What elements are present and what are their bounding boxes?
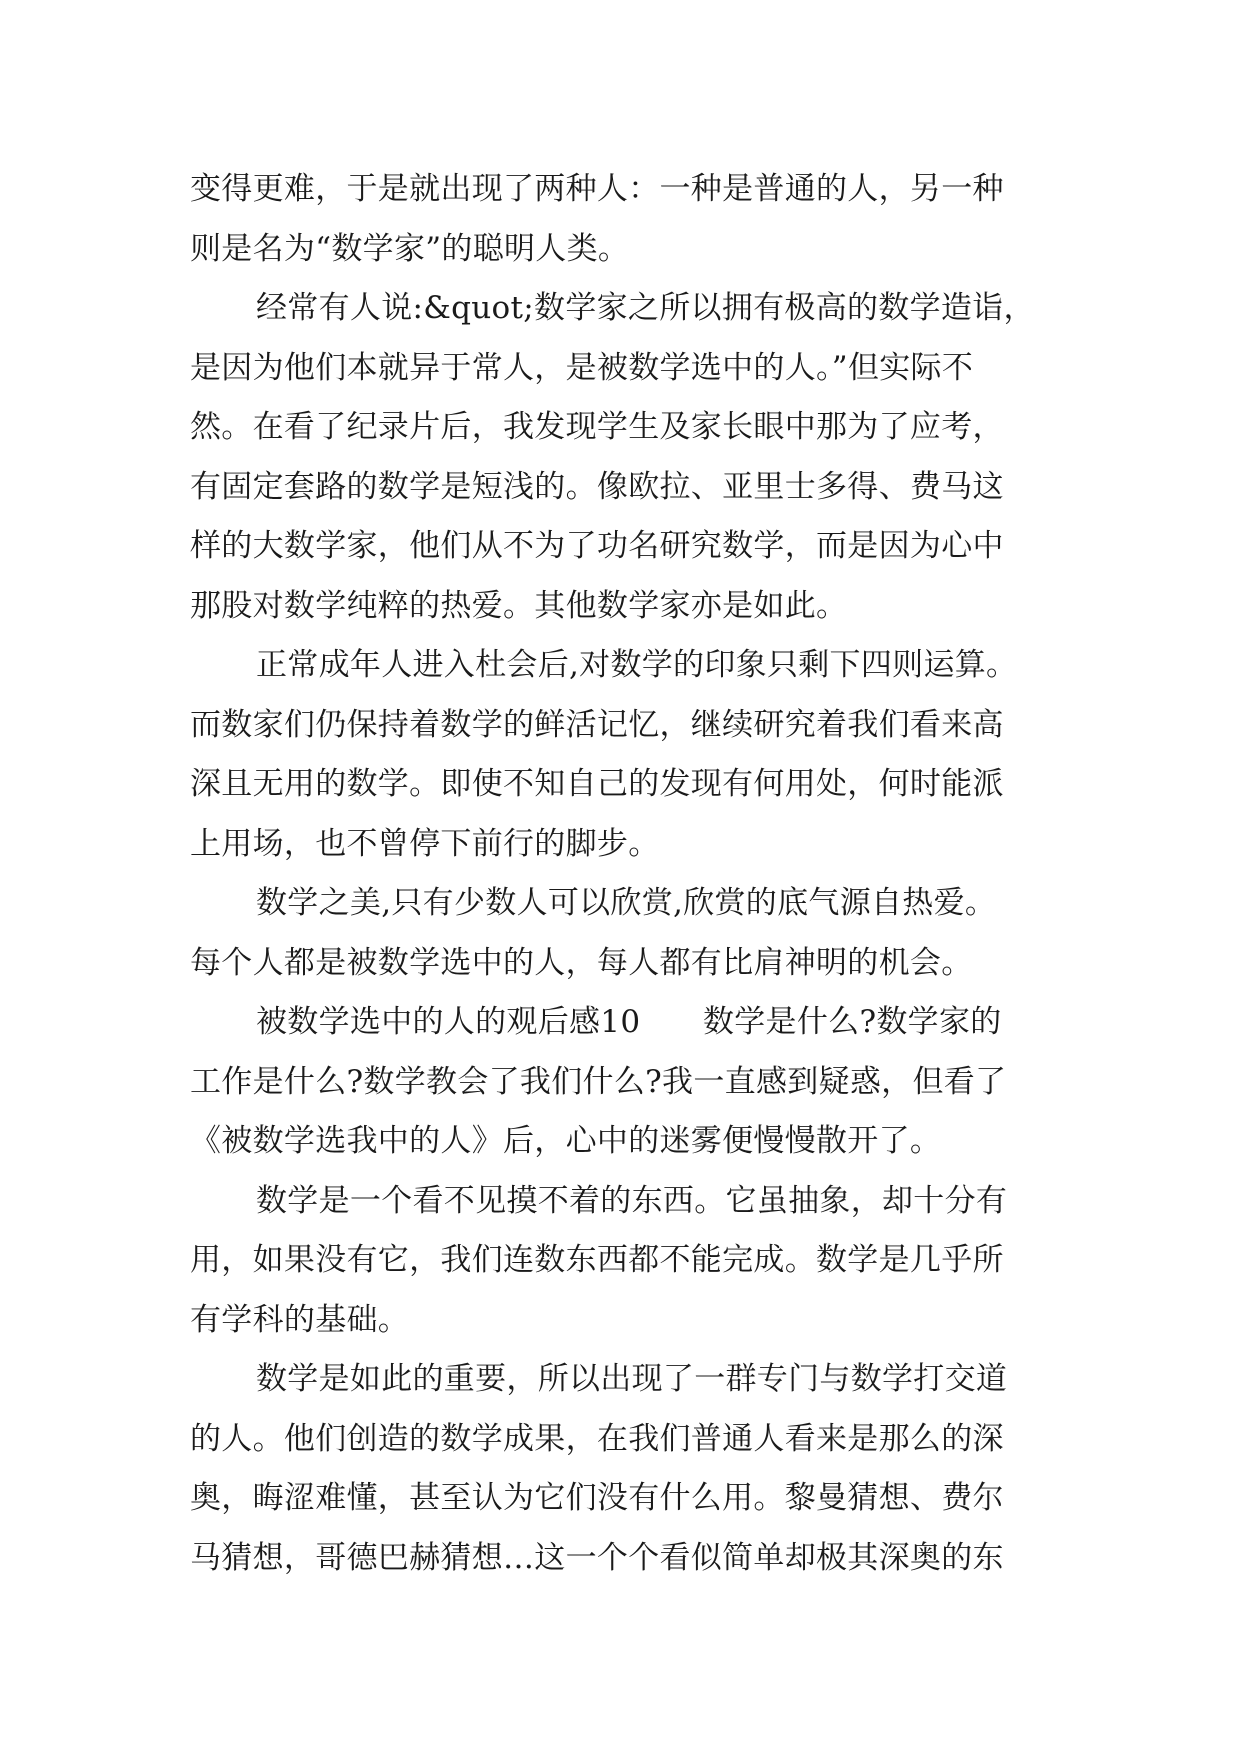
text-line: 那股对数学纯粹的热爱。其他数学家亦是如此。 (190, 587, 848, 624)
text-line: 数学是一个看不见摸不着的东西。它虽抽象，却十分有 (256, 1182, 1008, 1219)
text-line: 数学是如此的重要，所以出现了一群专门与数学打交道 (256, 1361, 1008, 1397)
text-line: 深且无用的数学。即使不知自己的发现有何用处，何时能派 (190, 766, 1004, 802)
text-line: 有固定套路的数学是短浅的。像欧拉、亚里士多得、费马这 (190, 468, 1004, 505)
text-line: 有学科的基础。 (190, 1301, 410, 1338)
text-line: 则是名为“数学家”的聪明人类。 (190, 230, 630, 267)
text-line: 经常有人说:&quot;数学家之所以拥有极高的数学造诣， (256, 290, 1035, 326)
text-line: 每个人都是被数学选中的人，每人都有比肩神明的机会。 (190, 944, 973, 981)
text-line: 是因为他们本就异于常人，是被数学选中的人。”但实际不 (190, 349, 974, 386)
text-line: 奥，晦涩难懂，甚至认为它们没有什么用。黎曼猜想、费尔 (190, 1480, 1004, 1516)
text-line: 上用场，也不曾停下前行的脚步。 (190, 825, 660, 862)
text-line: 用，如果没有它，我们连数东西都不能完成。数学是几乎所 (190, 1242, 1004, 1278)
text-line: 而数家们仍保持着数学的鲜活记忆，继续研究着我们看来高 (190, 706, 1004, 743)
text-line: 变得更难，于是就出现了两种人：一种是普通的人，另一种 (190, 171, 1004, 207)
text-line: 的人。他们创造的数学成果，在我们普通人看来是那么的深 (190, 1420, 1004, 1457)
text-line: 数学之美,只有少数人可以欣赏,欣赏的底气源自热爱。 (256, 885, 997, 921)
text-line: 工作是什么?数学教会了我们什么?我一直感到疑惑，但看了 (190, 1063, 1007, 1100)
text-line: 然。在看了纪录片后，我发现学生及家长眼中那为了应考， (190, 409, 1004, 445)
text-line: 《被数学选我中的人》后，心中的迷雾便慢慢散开了。 (190, 1123, 942, 1159)
body-text (190, 160, 1062, 1588)
text-line: 被数学选中的人的观后感10 数学是什么?数学家的 (256, 1004, 1002, 1040)
text-line: 正常成年人进入杜会后,对数学的印象只剩下四则运算。 (256, 647, 1018, 683)
text-line: 马猜想，哥德巴赫猜想…这一个个看似简单却极其深奥的东 (190, 1539, 1004, 1576)
text-line: 样的大数学家，他们从不为了功名研究数学，而是因为心中 (190, 528, 1004, 564)
